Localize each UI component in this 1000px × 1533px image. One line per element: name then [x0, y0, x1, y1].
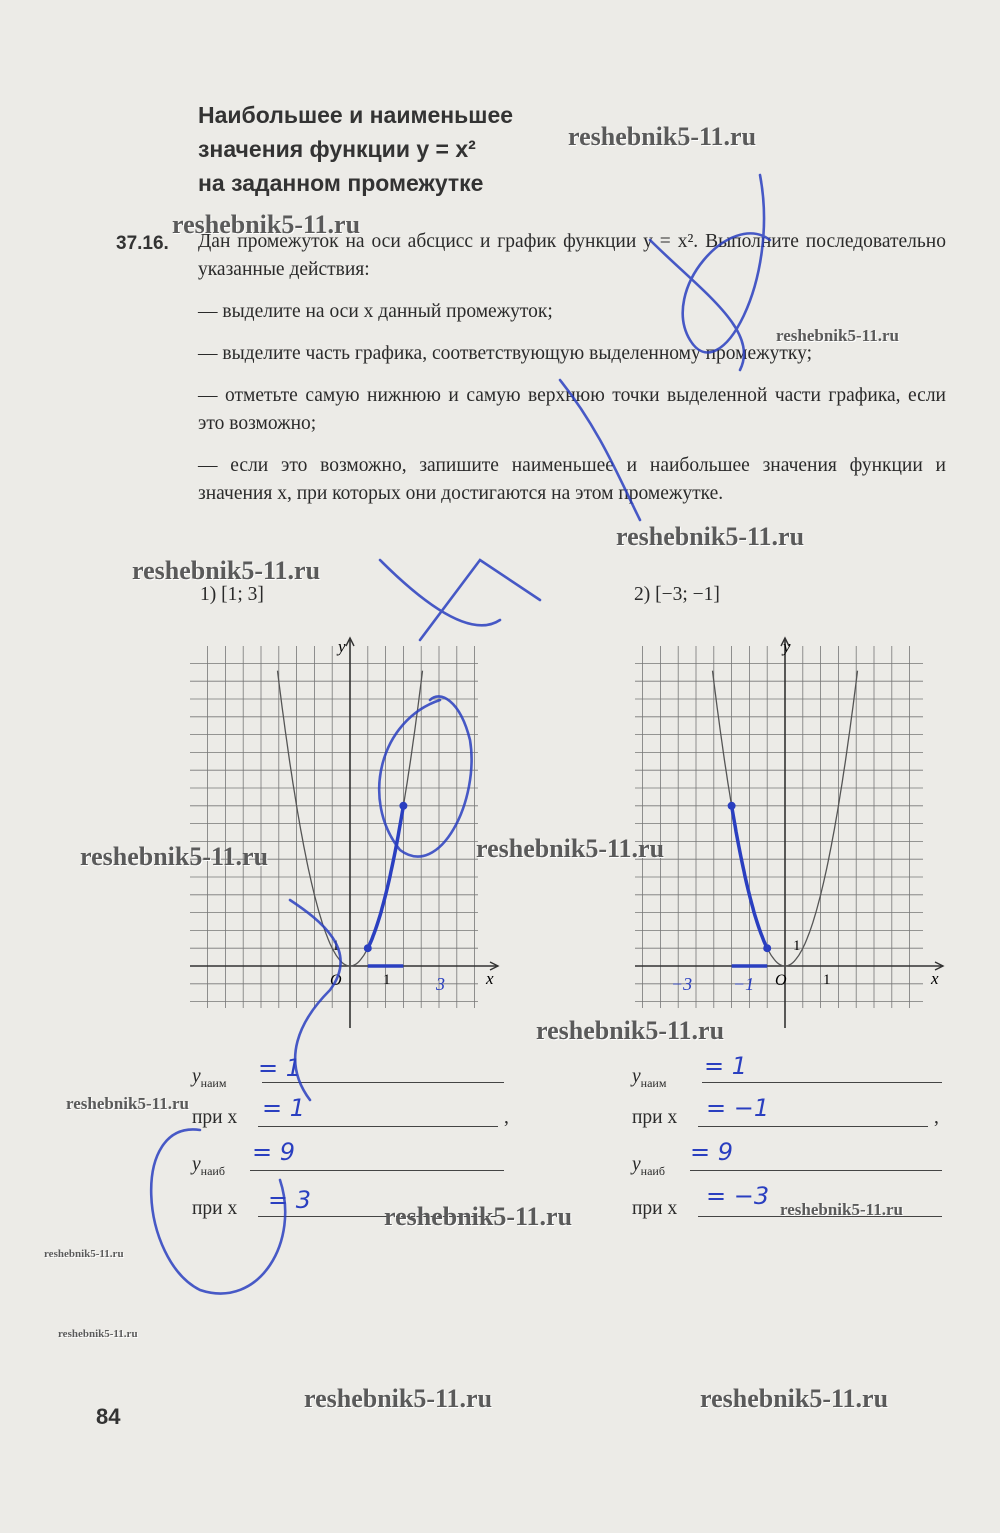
graph-1-label: 1) [1; 3]: [200, 584, 264, 605]
step-4: — если это возможно, запишите наименьшее и наибольшее значения функции и значения x, при которых они достигаются на этом промежутке.: [198, 455, 946, 504]
graph-2-grid: [635, 646, 923, 1008]
watermark: reshebnik5-11.ru: [384, 1202, 573, 1231]
left-xmin-line: [258, 1126, 498, 1127]
graph-2-hand-mark-minus1: −1: [733, 974, 755, 994]
title-line-3: на заданном промежутке: [198, 170, 484, 196]
right-ymax-line: [690, 1170, 942, 1171]
graph-2-axes: [635, 638, 943, 1028]
step-1: — выделите на оси x данный промежуток;: [198, 301, 553, 322]
watermark: reshebnik5-11.ru: [780, 1200, 903, 1219]
left-ymin-label: $y_{наим}$: [192, 1066, 227, 1090]
watermark: reshebnik5-11.ru: [476, 834, 665, 863]
graph-2-y-label: y: [783, 637, 791, 656]
watermark: reshebnik5-11.ru: [58, 1328, 138, 1340]
step-2: — выделите часть графика, соответствующую выделенному промежутку;: [198, 343, 813, 364]
section-title: [198, 98, 513, 200]
left-xmax-label: при x: [192, 1198, 238, 1219]
graph-1-y-label: y: [338, 637, 346, 656]
right-xmax-answer: = −3: [706, 1182, 770, 1210]
graph-1-max-point: [399, 802, 407, 810]
left-ymax-answer: = 9: [252, 1138, 296, 1166]
watermark: reshebnik5-11.ru: [304, 1384, 493, 1413]
graph-1-hand-mark-3: 3: [436, 974, 445, 994]
graph-2-unit-x: 1: [823, 972, 831, 988]
right-ymax-answer: = 9: [690, 1138, 734, 1166]
right-xmin-answer: = −1: [706, 1094, 770, 1122]
left-ymax-label: $y_{наиб}$: [192, 1154, 225, 1178]
graph-1-unit-y: 1: [332, 938, 340, 954]
graph-1-x-label: x: [486, 969, 494, 988]
graph-2-hand-mark-minus3: −3: [671, 974, 693, 994]
watermark: reshebnik5-11.ru: [132, 556, 321, 585]
graph-2-max-point: [728, 802, 736, 810]
right-xmin-label: при x: [632, 1107, 678, 1128]
right-xmin-line: [698, 1126, 928, 1127]
watermark: reshebnik5-11.ru: [536, 1016, 725, 1045]
left-comma: ,: [504, 1107, 509, 1128]
exercise-text: [198, 228, 946, 522]
right-comma: ,: [934, 1107, 939, 1128]
graph-1-axes: [190, 638, 498, 1028]
exercise-intro: Дан промежуток на оси абсцисс и график функции y = x². Выполните последовательно указанные действия:: [198, 231, 946, 280]
left-xmax-answer: = 3: [268, 1186, 312, 1214]
graph-2-label: 2) [−3; −1]: [634, 584, 720, 605]
graph-1-origin-label: O: [330, 972, 342, 989]
title-line-1: Наибольшее и наименьшее: [198, 102, 514, 128]
left-ymin-answer: = 1: [258, 1054, 302, 1082]
watermark: reshebnik5-11.ru: [80, 842, 269, 871]
right-ymin-answer: = 1: [704, 1052, 748, 1080]
watermark: reshebnik5-11.ru: [700, 1384, 889, 1413]
graph-2-origin-label: O: [775, 972, 787, 989]
right-ymax-label: $y_{наиб}$: [632, 1154, 665, 1178]
left-ymin-line: [262, 1082, 504, 1083]
graph-1-min-point: [364, 944, 372, 952]
graph-1: [180, 628, 510, 1038]
watermark: reshebnik5-11.ru: [172, 210, 361, 239]
watermark: reshebnik5-11.ru: [44, 1248, 124, 1260]
right-ymin-line: [702, 1082, 942, 1083]
left-xmin-label: при x: [192, 1107, 238, 1128]
right-xmax-label: при x: [632, 1198, 678, 1219]
step-3: — отметьте самую нижнюю и самую верхнюю точки выделенной части графика, если это возможно;: [198, 385, 946, 434]
right-ymin-label: $y_{наим}$: [632, 1066, 667, 1090]
graph-1-unit-x: 1: [383, 972, 391, 988]
watermark: reshebnik5-11.ru: [776, 326, 899, 345]
left-xmin-answer: = 1: [262, 1094, 306, 1122]
watermark: reshebnik5-11.ru: [616, 522, 805, 551]
graph-2-min-point: [763, 944, 771, 952]
exercise-number: 37.16.: [116, 233, 169, 254]
graph-2: [625, 628, 955, 1038]
watermark: reshebnik5-11.ru: [66, 1094, 189, 1113]
watermark: reshebnik5-11.ru: [568, 122, 757, 151]
graph-2-unit-y: 1: [793, 938, 801, 954]
page-number: 84: [96, 1404, 121, 1429]
title-line-2: значения функции y = x²: [198, 136, 476, 162]
graph-2-x-label: x: [931, 969, 939, 988]
left-ymax-line: [250, 1170, 504, 1171]
